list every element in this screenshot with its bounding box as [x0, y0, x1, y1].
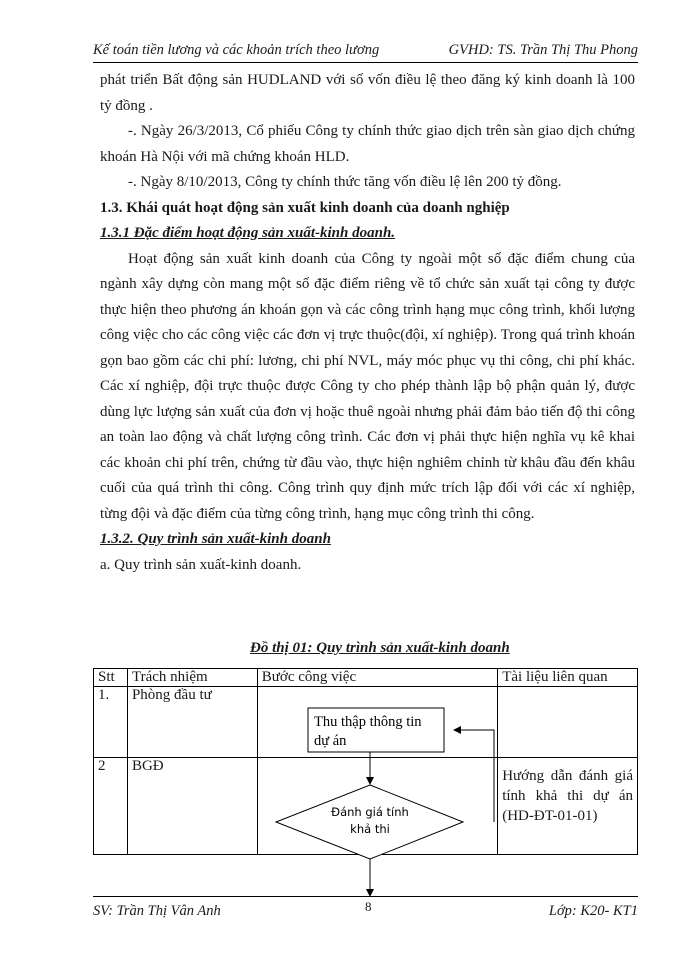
- flow-box-text-line1: Thu thập thông tin: [314, 714, 422, 730]
- header-course-title: Kế toán tiền lương và các khoản trích theo lương: [93, 42, 380, 58]
- paragraph-listing-date: -. Ngày 26/3/2013, Cổ phiếu Công ty chính thức giao dịch trên sàn giao dịch chứng khoán Hà Nội với mã chứng khoán HLD.: [100, 123, 635, 165]
- paragraph-capital: phát triển Bất động sản HUDLAND với số vốn điều lệ theo đăng ký kinh doanh là 100 tỷ đồng .: [100, 72, 635, 114]
- header-supervisor: GVHD: TS. Trần Thị Thu Phong: [448, 42, 638, 58]
- cell-responsibility: BGĐ: [127, 758, 257, 855]
- flow-diamond-text-line1: Đánh giá tính: [331, 805, 409, 819]
- header-responsibility: Trách nhiệm: [127, 669, 257, 687]
- cell-stt: 1.: [94, 687, 128, 758]
- footer-class: Lớp: K20- KT1: [548, 903, 638, 919]
- flowchart: [258, 688, 498, 898]
- cell-stt: 2: [94, 758, 128, 855]
- table-header-row: [94, 669, 638, 687]
- header-work-step: Bước công việc: [257, 669, 497, 687]
- document-body: [100, 68, 635, 578]
- paragraph-business-characteristics: Hoạt động sản xuất kinh doanh của Công ty ngoài một số đặc điểm chung của ngành xây dựng còn mang một số đặc điểm riêng về tổ chức sản xuất tại công ty được thực hiện theo phương án khoán gọn và các công trình hạng mục công trình, khối lượng công việc cho các công việc các đơn vị trực thuộc(đội, xí nghiệp). Trong quá trình khoán gọn bao gồm các chi phí: lương, chi phí NVL, máy móc phục vụ thi công, chi phí khác. Các xí nghiệp, đội trực thuộc được Công ty cho phép thành lập bộ phận quản lý, được dùng lực lượng sản xuất của đơn vị hoặc thuê ngoài nhưng phải đảm bảo tiến độ thi công an toàn lao động và chất lượng công trình. Các đơn vị phải thực hiện nghĩa vụ kê khai các khoản chi phí trên, chứng từ đầu vào, thực hiện nghiêm chỉnh từ khâu đầu đến khâu cuối của quá trình thi công. Công trình quy định mức trích lập đối với các xí nghiệp, từng đội và đặc điểm của từng công trình, hạng mục công trình thi công.: [100, 250, 635, 522]
- cell-documents: [498, 687, 638, 758]
- section-heading-1-3-1: 1.3.1 Đặc điểm hoạt động sản xuất-kinh doanh.: [100, 225, 396, 241]
- flow-connector-to-box: [454, 730, 494, 822]
- paragraph-capital-increase: -. Ngày 8/10/2013, Công ty chính thức tăng vốn điều lệ lên 200 tỷ đồng.: [128, 174, 562, 190]
- footer-page-number: 8: [365, 899, 372, 914]
- flow-diamond-text-line2: khả thi: [350, 822, 390, 836]
- section-heading-1-3-2: 1.3.2. Quy trình sản xuất-kinh doanh: [100, 531, 331, 547]
- figure-caption: Đồ thị 01: Quy trình sản xuất-kinh doanh: [250, 640, 510, 656]
- flow-box-text-line2: dự án: [314, 733, 347, 749]
- header-documents: Tài liệu liên quan: [498, 669, 638, 687]
- paragraph-process-intro: a. Quy trình sản xuất-kinh doanh.: [100, 556, 302, 573]
- header-stt: Stt: [94, 669, 128, 687]
- cell-responsibility: Phòng đầu tư: [127, 687, 257, 758]
- section-heading-1-3: 1.3. Khái quát hoạt động sản xuất kinh doanh của doanh nghiệp: [100, 199, 510, 216]
- page-footer: [93, 896, 638, 921]
- footer-student-name: SV: Trần Thị Vân Anh: [93, 903, 221, 919]
- cell-documents: Hướng dẫn đánh giá tính khả thi dự án (HD-ĐT-01-01): [498, 758, 638, 855]
- page-header: [93, 40, 638, 63]
